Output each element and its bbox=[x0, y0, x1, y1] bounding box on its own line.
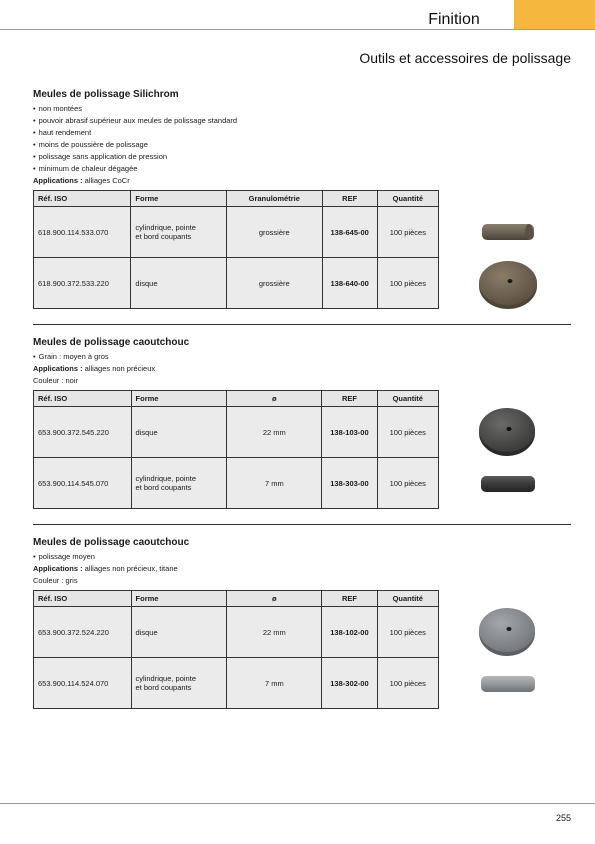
table-header-row bbox=[34, 591, 439, 607]
cell-diameter: 22 mm bbox=[227, 407, 322, 458]
section-divider bbox=[33, 524, 571, 525]
col-header-ref: REF bbox=[322, 391, 377, 407]
col-header-quantite: Quantité bbox=[377, 591, 438, 607]
cell-ref: 138-640-00 bbox=[322, 258, 377, 309]
cell-iso: 618.900.372.533.220 bbox=[34, 258, 131, 309]
feature-list bbox=[33, 103, 573, 175]
table-row bbox=[34, 207, 439, 258]
cell-quantite: 100 pièces bbox=[377, 207, 438, 258]
feature-list bbox=[33, 351, 573, 363]
color-line: Couleur : noir bbox=[33, 376, 79, 385]
col-header-iso: Réf. ISO bbox=[34, 191, 131, 207]
cell-ref: 138-103-00 bbox=[322, 407, 377, 458]
disc-wheel-icon bbox=[478, 405, 536, 457]
feature-list bbox=[33, 551, 573, 563]
section-title: Meules de polissage Silichrom bbox=[33, 89, 179, 100]
col-header-ref: REF bbox=[322, 591, 377, 607]
col-header-iso: Réf. ISO bbox=[34, 391, 132, 407]
applications-line: Applications : alliages non précieux, titane bbox=[33, 564, 178, 573]
cell-granulometrie: grossière bbox=[226, 258, 322, 309]
cell-diameter: 7 mm bbox=[227, 658, 322, 709]
cell-forme: cylindrique, pointe et bord coupants bbox=[131, 658, 227, 709]
cell-iso: 653.900.372.545.220 bbox=[34, 407, 132, 458]
cylinder-wheel-icon bbox=[480, 222, 536, 242]
cell-iso: 653.900.114.524.070 bbox=[34, 658, 132, 709]
col-header-forme: Forme bbox=[131, 391, 227, 407]
section-title: Meules de polissage caoutchouc bbox=[33, 337, 190, 348]
cell-forme: disque bbox=[131, 607, 227, 658]
cell-iso: 653.900.114.545.070 bbox=[34, 458, 132, 509]
cell-ref: 138-302-00 bbox=[322, 658, 377, 709]
col-header-iso: Réf. ISO bbox=[34, 591, 132, 607]
feature-item: • polissage sans application de pression bbox=[33, 151, 573, 163]
feature-item: • minimum de chaleur dégagée bbox=[33, 163, 573, 175]
feature-item: • moins de poussière de polissage bbox=[33, 139, 573, 151]
col-header-forme: Forme bbox=[131, 591, 227, 607]
col-header-diameter: ø bbox=[227, 591, 322, 607]
feature-item: • polissage moyen bbox=[33, 551, 573, 563]
product-table bbox=[33, 190, 439, 309]
col-header-granulometrie: Granulométrie bbox=[226, 191, 322, 207]
cell-ref: 138-645-00 bbox=[322, 207, 377, 258]
page-number: 255 bbox=[555, 813, 571, 823]
product-table bbox=[33, 590, 439, 709]
col-header-quantite: Quantité bbox=[377, 191, 438, 207]
table-row bbox=[34, 258, 439, 309]
header-accent-tab bbox=[514, 0, 595, 29]
cell-diameter: 22 mm bbox=[227, 607, 322, 658]
cell-forme: cylindrique, pointe et bord coupants bbox=[131, 207, 226, 258]
color-line: Couleur : gris bbox=[33, 576, 78, 585]
footer-divider bbox=[0, 803, 595, 804]
section-divider bbox=[33, 324, 571, 325]
applications-line: Applications : alliages non précieux bbox=[33, 364, 156, 373]
page-subtitle: Outils et accessoires de polissage bbox=[359, 50, 571, 66]
cell-quantite: 100 pièces bbox=[377, 258, 438, 309]
table-header-row bbox=[34, 191, 439, 207]
table-row bbox=[34, 407, 439, 458]
cell-ref: 138-303-00 bbox=[322, 458, 377, 509]
cylinder-wheel-icon bbox=[479, 474, 537, 494]
col-header-forme: Forme bbox=[131, 191, 226, 207]
cell-iso: 618.900.114.533.070 bbox=[34, 207, 131, 258]
header-divider bbox=[0, 29, 595, 30]
cell-diameter: 7 mm bbox=[227, 458, 322, 509]
table-row bbox=[34, 658, 439, 709]
section-title: Meules de polissage caoutchouc bbox=[33, 537, 190, 548]
col-header-quantite: Quantité bbox=[377, 391, 438, 407]
cell-forme: cylindrique, pointe et bord coupants bbox=[131, 458, 227, 509]
cell-quantite: 100 pièces bbox=[377, 407, 438, 458]
feature-item: • pouvoir abrasif supérieur aux meules de polissage standard bbox=[33, 115, 573, 127]
cell-quantite: 100 pièces bbox=[377, 607, 438, 658]
table-row bbox=[34, 458, 439, 509]
feature-item: • non montées bbox=[33, 103, 573, 115]
feature-item: • haut rendement bbox=[33, 127, 573, 139]
cell-forme: disque bbox=[131, 258, 226, 309]
cell-quantite: 100 pièces bbox=[377, 658, 438, 709]
product-table bbox=[33, 390, 439, 509]
table-header-row bbox=[34, 391, 439, 407]
cell-ref: 138-102-00 bbox=[322, 607, 377, 658]
header-title: Finition bbox=[428, 11, 480, 28]
table-row bbox=[34, 607, 439, 658]
cell-iso: 653.900.372.524.220 bbox=[34, 607, 132, 658]
col-header-ref: REF bbox=[322, 191, 377, 207]
disc-wheel-icon bbox=[478, 259, 538, 309]
feature-item: • Grain : moyen à gros bbox=[33, 351, 573, 363]
disc-wheel-icon bbox=[478, 605, 536, 657]
applications-line: Applications : alliages CoCr bbox=[33, 176, 130, 185]
cell-forme: disque bbox=[131, 407, 227, 458]
cell-quantite: 100 pièces bbox=[377, 458, 438, 509]
col-header-diameter: ø bbox=[227, 391, 322, 407]
cylinder-wheel-icon bbox=[479, 674, 537, 694]
cell-granulometrie: grossière bbox=[226, 207, 322, 258]
